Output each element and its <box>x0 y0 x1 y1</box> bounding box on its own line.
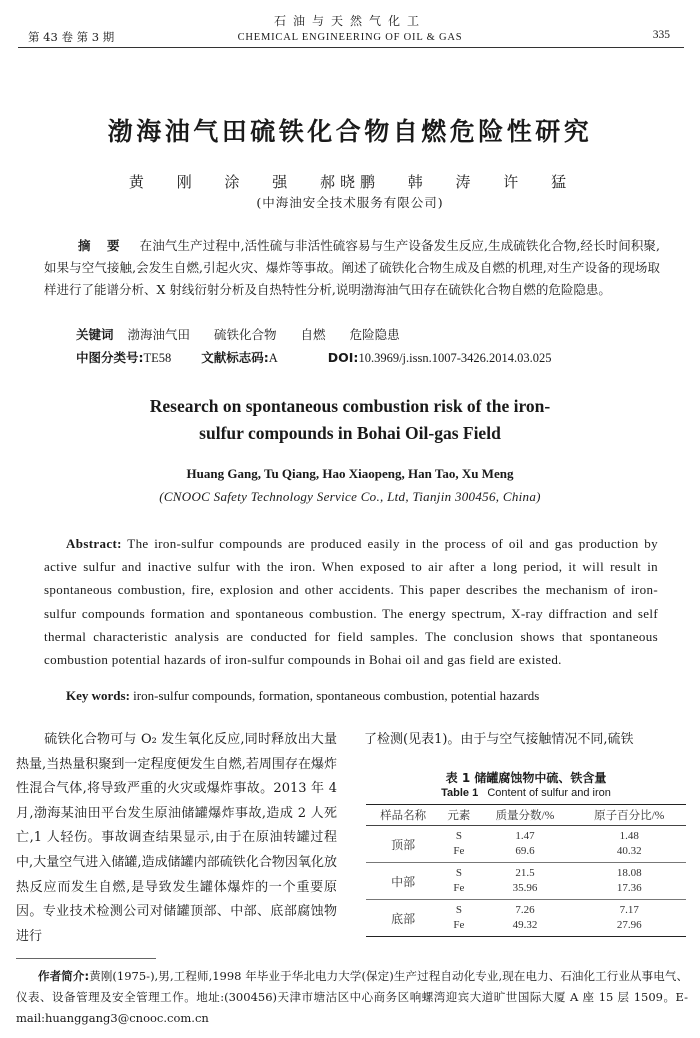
table-cell: Fe <box>440 844 477 863</box>
journal-title-en: CHEMICAL ENGINEERING OF OIL & GAS <box>237 32 463 43</box>
doc-code-label: 文献标志码: <box>201 350 269 365</box>
paper-title-en: Research on spontaneous combustion risk of the iron-sulfur compounds in Bohai Oil-gas Field <box>149 396 551 443</box>
table-cell: S <box>455 830 462 842</box>
page-number: 335 <box>652 29 670 41</box>
doi-value: 10.3969/j.issn.1007-3426.2014.03.025 <box>358 351 552 365</box>
paper-title-cn: 渤海油气田硫铁化合物自燃危险性研究 <box>107 117 593 146</box>
table-cell: 18.08 <box>616 867 642 879</box>
footnote-label: 作者简介: <box>38 969 90 983</box>
clc-label: 中图分类号: <box>76 350 144 365</box>
keyword-cn: 危险隐患 <box>349 327 400 342</box>
keywords-cn <box>76 325 410 343</box>
abstract-en <box>44 532 658 671</box>
table-cell: 21.5 <box>515 867 535 879</box>
abstract-en-label: Abstract: <box>66 536 122 551</box>
table-caption-cn: 表 1 储罐腐蚀物中硫、铁含量 <box>445 771 607 785</box>
table-header-row <box>366 805 686 826</box>
table-cell-location: 底部 <box>366 900 440 937</box>
table-cell: 27.96 <box>572 918 686 937</box>
table-caption-en-text: Content of sulfur and iron <box>487 787 611 799</box>
table-cell: Fe <box>440 881 477 900</box>
table-cell: 69.6 <box>477 844 572 863</box>
keyword-cn: 硫铁化合物 <box>214 327 277 342</box>
table-header: 样品名称 <box>366 805 440 826</box>
table-cell: S <box>455 904 462 916</box>
classification-row <box>76 348 552 366</box>
volume-issue: 第 43 卷 第 3 期 <box>28 30 115 44</box>
table-cell: 1.47 <box>515 830 535 842</box>
table-cell: 7.26 <box>515 904 535 916</box>
doi-label: DOI: <box>327 350 359 365</box>
abstract-en-text: The iron-sulfur compounds are produced easily in the process of oil and gas production by active sulfur and inactive sulfur with the iron. When exposed to air after a long period, it will result in spontaneous combustion, fire, explosion and other accidents. This paper describes the mechanism of iron-sulfur compounds formation and spontaneous combustion. The energy spectrum, X-ray diffraction and self thermal characteristic analysis are conducted for field samples. The conclusion shows that spontaneous combustion potential hazards of iron-sulfur compounds in Bohai oil and gas field are existed. <box>44 536 658 668</box>
table-cell-location: 顶部 <box>366 826 440 863</box>
abstract-cn-label: 摘 要 <box>78 238 126 253</box>
table-cell: 7.17 <box>619 904 639 916</box>
keywords-en <box>66 688 539 704</box>
table-header: 质量分数/% <box>477 805 572 826</box>
body-right-paragraph: 了检测(见表1)。由于与空气接触情况不同,硫铁 <box>364 732 634 747</box>
footnote-text: 黄刚(1975-),男,工程师,1998 年毕业于华北电力大学(保定)生产过程自动化专业,现在电力、石油化工行业从事电气、仪表、设备管理及安全管理工作。地址:(300456)天津市塘沽区中心商务区响螺湾迎宾大道旷世国际大厦 A 座 15 层 1509。E-mail:huanggang3@cnooc.com.cn <box>16 969 688 1025</box>
table-header: 原子百分比/% <box>572 805 686 826</box>
clc-value: TE58 <box>143 351 172 365</box>
keyword-cn: 自燃 <box>300 327 326 342</box>
authors-cn: 黄 刚 涂 强 郝晓鹏 韩 涛 许 猛 <box>128 173 572 191</box>
table-cell: 1.48 <box>619 830 639 842</box>
table-row <box>366 863 686 882</box>
footnote-divider <box>16 958 156 959</box>
table-cell: 17.36 <box>572 881 686 900</box>
journal-title-cn: 石油与天然气化工 <box>273 14 426 28</box>
table-row <box>366 900 686 919</box>
keywords-cn-label: 关键词 <box>76 327 114 342</box>
keywords-en-text: iron-sulfur compounds, formation, spontaneous combustion, potential hazards <box>133 688 540 703</box>
table-row <box>366 826 686 845</box>
table-caption-en-label: Table 1 <box>441 787 479 799</box>
keywords-en-label: Key words: <box>66 688 130 703</box>
abstract-cn-text: 在油气生产过程中,活性硫与非活性硫容易与生产设备发生反应,生成硫铁化合物,经长时间积聚,如果与空气接触,会发生自燃,引起火灾、爆炸等事故。阐述了硫铁化合物生成及自燃的机理,对生产设备的现场取样进行了能谱分析、X 射线衍射分析及自热特性分析,说明渤海油气田存在硫铁化合物自燃的危险隐患。 <box>44 238 660 297</box>
table-caption-en <box>364 787 688 799</box>
author-footnote <box>16 966 688 1029</box>
keyword-cn: 渤海油气田 <box>127 327 191 342</box>
journal-header <box>0 12 700 43</box>
table-header: 元素 <box>440 805 477 826</box>
table-cell: S <box>455 867 462 879</box>
table-cell: 40.32 <box>572 844 686 863</box>
body-left-column <box>16 728 337 949</box>
authors-en: Huang Gang, Tu Qiang, Hao Xiaopeng, Han Tao, Xu Meng <box>186 466 514 481</box>
header-divider <box>18 47 684 48</box>
table-cell-location: 中部 <box>366 863 440 900</box>
abstract-cn <box>44 235 660 301</box>
table-cell: 35.96 <box>477 881 572 900</box>
body-paragraph: 硫铁化合物可与 O₂ 发生氧化反应,同时释放出大量热量,当热量积聚到一定程度便发生自燃,若周围存在爆炸性混合气体,将导致严重的火灾或爆炸事故。2013 年 4 月,渤海某油田平台发生原油储罐爆炸事故,造成 2 人死亡,1 人轻伤。事故调查结果显示,由于在原油转罐过程中,大量空气进入储罐,造成储罐内部硫铁化合物因氧化放热反应而发生自燃,是导致发生罐体爆炸的一个重要原因。专业技术检测公司对储罐顶部、中部、底部腐蚀物进行 <box>16 732 337 944</box>
table-cell: 49.32 <box>477 918 572 937</box>
affiliation-cn: (中海油安全技术服务有限公司) <box>256 195 444 210</box>
doc-code-value: A <box>268 351 278 365</box>
content-table <box>366 804 686 937</box>
affiliation-en: (CNOOC Safety Technology Service Co., Ltd, Tianjin 300456, China) <box>159 489 541 504</box>
table-cell: Fe <box>440 918 477 937</box>
